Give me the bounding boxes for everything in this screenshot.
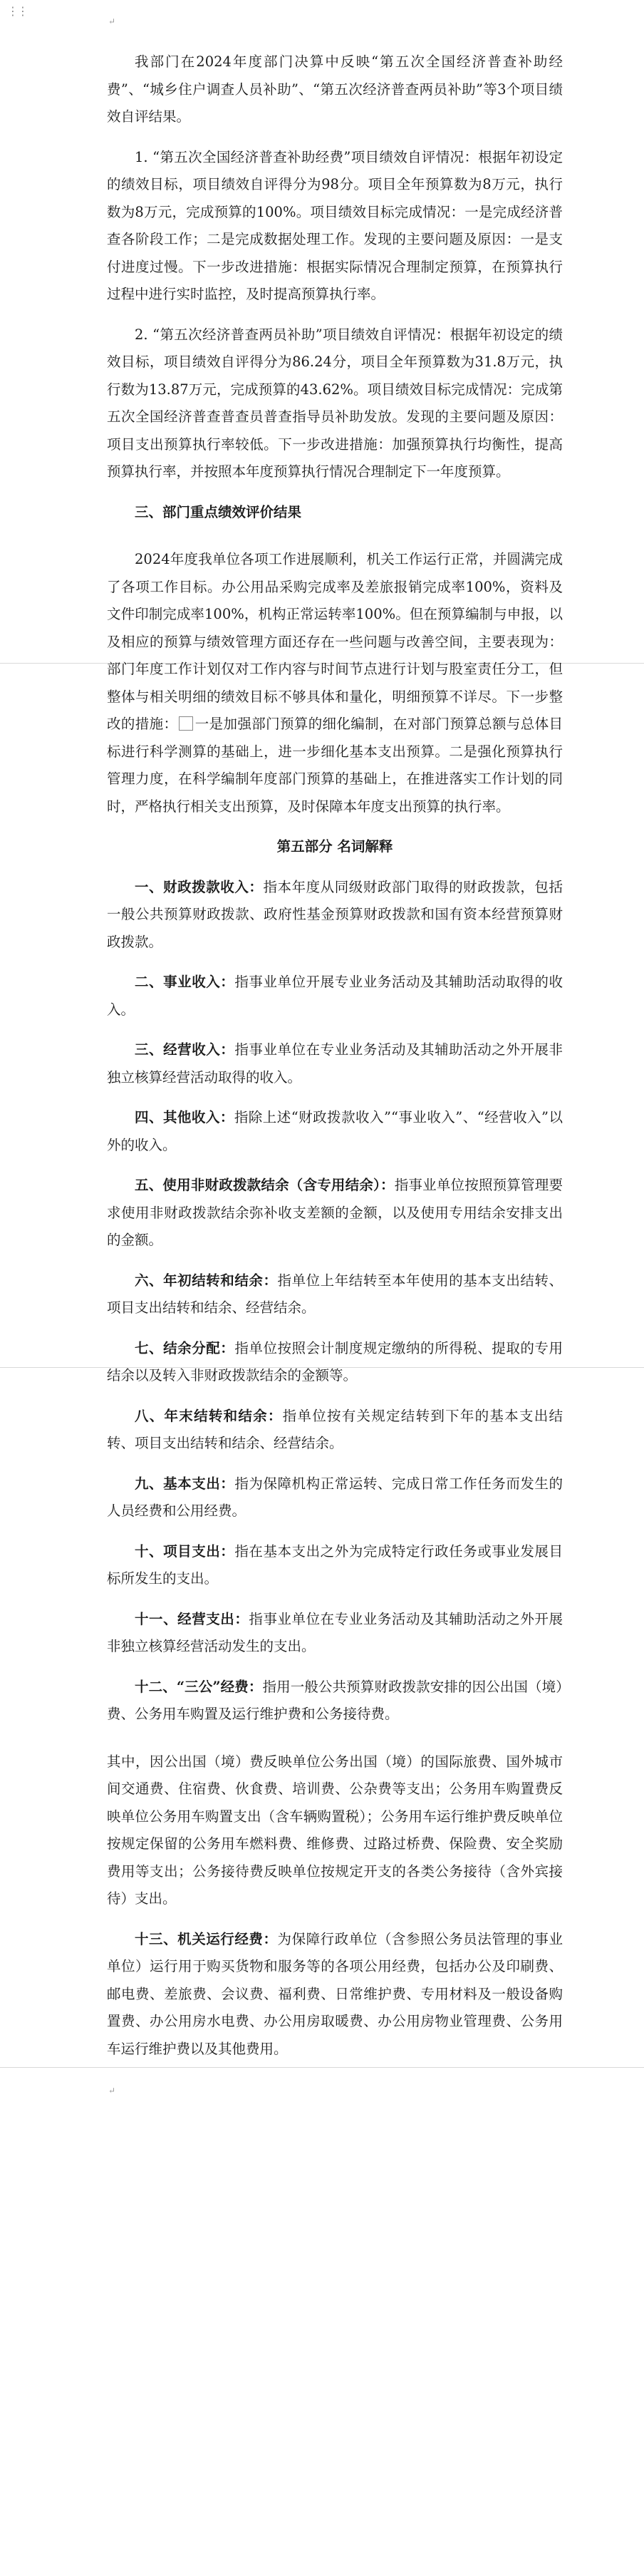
drag-handle-icon[interactable]: ⋮⋮ bbox=[7, 4, 27, 18]
glossary-item bbox=[107, 1403, 563, 1458]
glossary-item bbox=[107, 1335, 563, 1390]
glossary-term: 十一、经营支出： bbox=[135, 1610, 249, 1627]
section-heading: 三、部门重点绩效评价结果 bbox=[135, 503, 302, 520]
inline-placeholder-box bbox=[179, 716, 193, 731]
glossary-item-12: 十二、“三公”经费：指用一般公共预算财政拨款安排的因公出国（境）费、公务用车购置及运行维护费和公务接待费。 bbox=[107, 1678, 563, 1722]
glossary-term: 八、年末结转和结余： bbox=[135, 1407, 283, 1424]
glossary-term: 十、项目支出： bbox=[135, 1542, 235, 1560]
glossary-definition: 指单位上年结转至本年使用的基本支出结转、项目支出结转和结余、经营结余。 bbox=[107, 1272, 563, 1316]
glossary-list bbox=[107, 874, 563, 1661]
glossary-item bbox=[107, 1538, 563, 1593]
project-item-2: 2. “第五次经济普查两员补助”项目绩效自评情况：根据年初设定的绩效目标，项目绩效自评得分为86.24分，项目全年预算数为31.8万元，执行数为13.87万元，完成预算的43.62%。项目绩效目标完成情况：完成第五次全国经济普查普查员普查指导员补助发放。发现的主要问题及原因：项目支出预算执行率较低。下一步改进措施：加强预算执行均衡性，提高预算执行率，并按照本年度预算执行情况合理制定下一年度预算。 bbox=[107, 326, 563, 480]
glossary-definition: 指事业单位开展专业业务活动及其辅助活动取得的收入。 bbox=[107, 974, 563, 1018]
glossary-term: 五、使用非财政拨款结余（含专用结余）： bbox=[135, 1177, 395, 1193]
glossary-definition: 指单位按照会计制度规定缴纳的所得税、提取的专用结余以及转入非财政拨款结余的金额等。 bbox=[107, 1339, 563, 1384]
glossary-term: 七、结余分配： bbox=[135, 1339, 235, 1356]
glossary-item bbox=[107, 874, 563, 957]
paragraph-mark-icon: ↵ bbox=[108, 16, 116, 26]
glossary-definition: 指单位按有关规定结转到下年的基本支出结转、项目支出结转和结余、经营结余。 bbox=[107, 1407, 563, 1451]
document-body bbox=[107, 13, 563, 2096]
glossary-definition: 指事业单位在专业业务活动及其辅助活动之外开展非独立核算经营活动发生的支出。 bbox=[107, 1610, 563, 1654]
glossary-item-13: 十三、机关运行经费：为保障行政单位（含参照公务员法管理的事业单位）运行用于购买货物和服务等的各项公用经费，包括办公及印刷费、邮电费、差旅费、会议费、福利费、日常维护费、专用材料及一般设备购置费、办公用房水电费、办公用房取暖费、办公用房物业管理费、公务用车运行维护费以及其他费用。 bbox=[107, 1930, 563, 2057]
glossary-item bbox=[107, 1036, 563, 1091]
glossary-definition: 指事业单位在专业业务活动及其辅助活动之外开展非独立核算经营活动取得的收入。 bbox=[107, 1041, 563, 1086]
glossary-definition: 指事业单位按照预算管理要求使用非财政拨款结余弥补收支差额的金额，以及使用专用结余安排支出的金额。 bbox=[107, 1177, 563, 1248]
glossary-item bbox=[107, 1470, 563, 1525]
glossary-definition: 指在基本支出之外为完成特定行政任务或事业发展目标所发生的支出。 bbox=[107, 1542, 563, 1587]
glossary-item bbox=[107, 969, 563, 1024]
evaluation-text-part2: 一是加强部门预算的细化编制，在对部门预算总额与总体目标进行科学测算的基础上，进一步细化基本支出预算。二是强化预算执行管理力度，在科学编制年度部门预算的基础上，在推进落实工作计划的同时，严格执行相关支出预算，及时保障本年度支出预算的执行率。 bbox=[107, 716, 563, 815]
part5-title: 第五部分 名词解释 bbox=[276, 838, 393, 855]
project-item-1: 1. “第五次全国经济普查补助经费”项目绩效自评情况：根据年初设定的绩效目标，项目绩效自评得分为98分。项目全年预算数为8万元，执行数为8万元，完成预算的100%。项目绩效目标完成情况：一是完成经济普查各阶段工作；二是完成数据处理工作。发现的主要问题及原因：一是支付进度过慢。下一步改进措施：根据实际情况合理制定预算，在预算执行过程中进行实时监控，及时提高预算执行率。 bbox=[107, 148, 563, 302]
glossary-item bbox=[107, 1104, 563, 1159]
glossary-definition: 指除上述“财政拨款收入”“事业收入”、“经营收入”以外的收入。 bbox=[107, 1109, 563, 1153]
glossary-item-12-continued: 其中，因公出国（境）费反映单位公务出国（境）的国际旅费、国外城市间交通费、住宿费、伙食费、培训费、公杂费等支出；公务用车购置费反映单位公务用车购置支出（含车辆购置税）；公务用车运行维护费反映单位按规定保留的公务用车燃料费、维修费、过路过桥费、保险费、安全奖励费用等支出；公务接待费反映单位按规定开支的各类公务接待（含外宾接待）支出。 bbox=[107, 1753, 563, 1907]
glossary-term: 九、基本支出： bbox=[135, 1475, 235, 1492]
intro-paragraph: 我部门在2024年度部门决算中反映“第五次全国经济普查补助经费”、“城乡住户调查人员补助”、“第五次经济普查两员补助”等3个项目绩效自评结果。 bbox=[107, 53, 563, 125]
evaluation-paragraph bbox=[107, 546, 563, 820]
glossary-item bbox=[107, 1172, 563, 1254]
paragraph-mark-icon: ↵ bbox=[108, 2086, 116, 2096]
glossary-definition: 指本年度从同级财政部门取得的财政拨款，包括一般公共预算财政拨款、政府性基金预算财政拨款和国有资本经营预算财政拨款。 bbox=[107, 878, 563, 950]
glossary-term: 一、财政拨款收入： bbox=[135, 878, 264, 895]
glossary-item bbox=[107, 1267, 563, 1322]
glossary-term: 三、经营收入： bbox=[135, 1041, 235, 1058]
glossary-definition: 指为保障机构正常运转、完成日常工作任务而发生的人员经费和公用经费。 bbox=[107, 1475, 563, 1519]
evaluation-text-part1: 2024年度我单位各项工作进展顺利，机关工作运行正常，并圆满完成了各项工作目标。办公用品采购完成率及差旅报销完成率100%，资料及文件印制完成率100%，机构正常运转率100%。但在预算编制与申报，以及相应的预算与绩效管理方面还存在一些问题与改善空间，主要表现为：部门年度工作计划仅对工作内容与时间节点进行计划与股室责任分工，但整体与相关明细的绩效目标不够具体和量化，明细预算不详尽。下一步整改的措施： bbox=[107, 551, 563, 732]
glossary-term: 四、其他收入： bbox=[135, 1109, 234, 1125]
glossary-term: 二、事业收入： bbox=[135, 974, 235, 990]
glossary-term: 六、年初结转和结余： bbox=[135, 1272, 278, 1289]
glossary-item bbox=[107, 1606, 563, 1661]
